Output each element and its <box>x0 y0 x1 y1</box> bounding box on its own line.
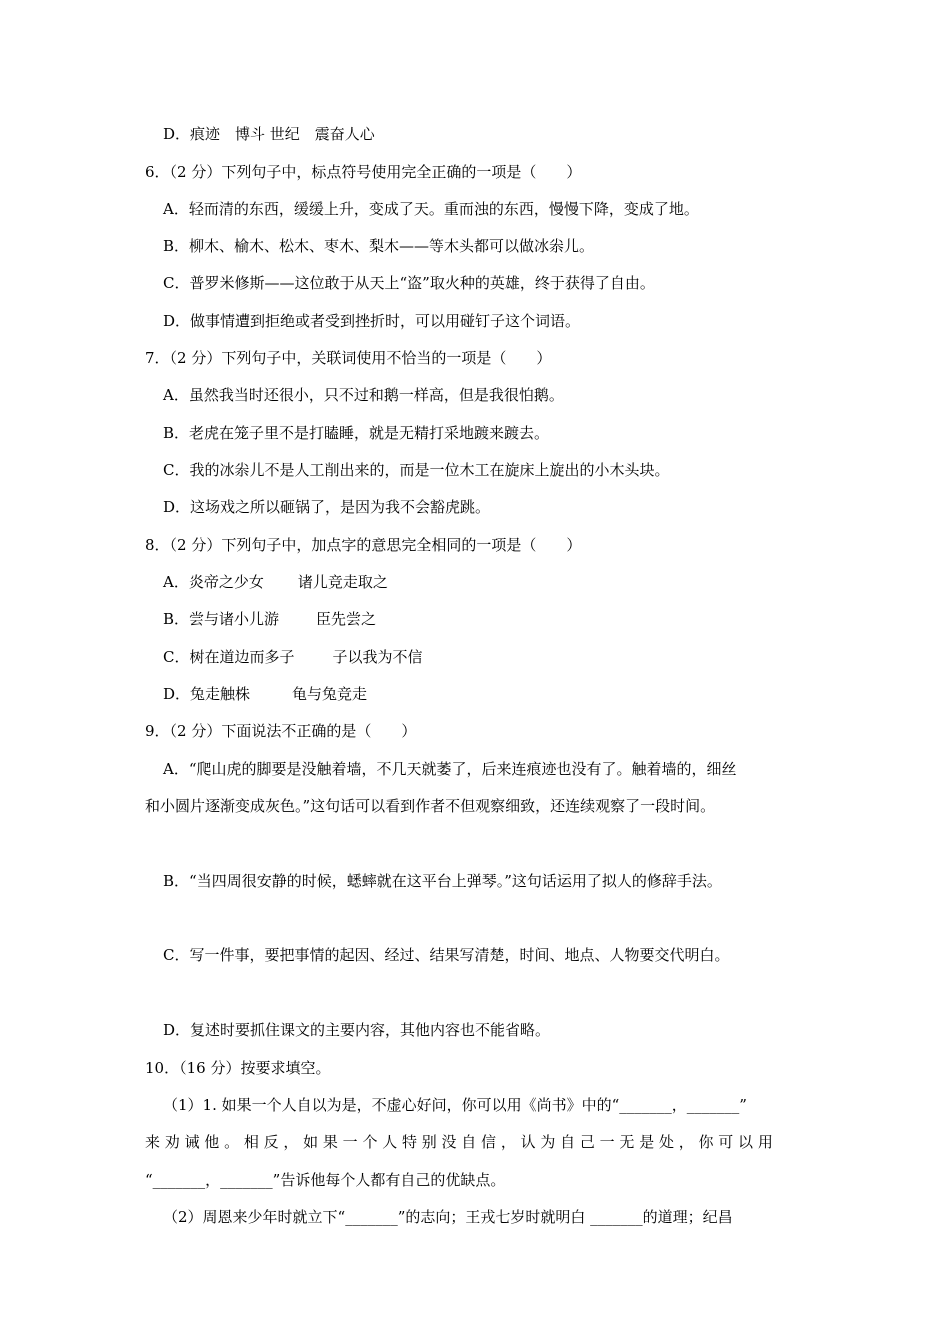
q9-option-c: C．写一件事，要把事情的起因、经过、结果写清楚，时间、地点、人物要交代明白。 <box>163 946 730 964</box>
q8-option-c-left: C．树在道边而多子 <box>163 648 295 666</box>
q6-option-a: A．轻而清的东西，缓缓上升，变成了天。重而浊的东西，慢慢下降，变成了地。 <box>163 200 699 218</box>
q8-option-a <box>163 572 388 592</box>
q8-option-d <box>163 684 367 704</box>
q8-stem: 8．（2 分）下列句子中，加点字的意思完全相同的一项是（ ） <box>145 536 582 554</box>
q8-option-b-right: 臣先尝之 <box>316 610 377 628</box>
q6-option-d: D．做事情遭到拒绝或者受到挫折时，可以用碰钉子这个词语。 <box>163 312 581 330</box>
q9-option-d: D．复述时要抓住课文的主要内容，其他内容也不能省略。 <box>163 1021 551 1039</box>
q6-option-c: C．普罗米修斯——这位敢于从天上“盗”取火种的英雄，终于获得了自由。 <box>163 274 655 292</box>
q7-stem: 7．（2 分）下列句子中，关联词使用不恰当的一项是（ ） <box>145 349 552 367</box>
q7-option-d: D．这场戏之所以砸锅了，是因为我不会豁虎跳。 <box>163 498 491 516</box>
q5-option-d: D．痕迹 博斗 世纪 震奋人心 <box>163 125 375 143</box>
q10-part1-line3: “_______，_______”告诉他每个人都有自己的优缺点。 <box>145 1171 506 1189</box>
q9-stem: 9．（2 分）下面说法不正确的是（ ） <box>145 722 417 740</box>
q10-part1-line2: 来 劝 诫 他 。 相 反 ， 如 果 一 个 人 特 别 没 自 信 ， 认 为 自 己 一 无 是 处 ， 你 可 以 用 <box>145 1133 773 1151</box>
q7-option-b: B．老虎在笼子里不是打瞌睡，就是无精打采地踱来踱去。 <box>163 424 550 442</box>
q7-option-c: C．我的冰尜儿不是人工削出来的，而是一位木工在旋床上旋出的小木头块。 <box>163 461 670 479</box>
q6-stem: 6．（2 分）下列句子中，标点符号使用完全正确的一项是（ ） <box>145 163 582 181</box>
q9-option-a-line2: 和小圆片逐渐变成灰色。”这句话可以看到作者不但观察细致，还连续观察了一段时间。 <box>145 797 716 815</box>
q10-part2-line1: （2）周恩来少年时就立下“_______”的志向；王戎七岁时就明白 _______的道理；纪昌 <box>163 1208 733 1226</box>
q8-option-d-right: 龟与兔竞走 <box>292 685 368 703</box>
q8-option-b-left: B．尝与诸小儿游 <box>163 610 280 628</box>
q9-option-a-line1: A．“爬山虎的脚要是没触着墙，不几天就萎了，后来连痕迹也没有了。触着墙的，细丝 <box>163 760 737 778</box>
q8-option-a-right: 诸儿竞走取之 <box>297 573 388 591</box>
q6-option-b: B．柳木、榆木、松木、枣木、梨木——等木头都可以做冰尜儿。 <box>163 237 595 255</box>
q8-option-d-left: D．兔走触株 <box>163 685 251 703</box>
q10-stem: 10．（16 分）按要求填空。 <box>145 1059 331 1077</box>
q7-option-a: A．虽然我当时还很小，只不过和鹅一样高，但是我很怕鹅。 <box>163 386 564 404</box>
q8-option-c <box>163 647 423 667</box>
q8-option-a-left: A．炎帝之少女 <box>163 573 264 591</box>
q9-option-b: B．“当四周很安静的时候，蟋蟀就在这平台上弹琴。”这句话运用了拟人的修辞手法。 <box>163 872 722 890</box>
q8-option-b <box>163 609 376 629</box>
q8-option-c-right: 子以我为不信 <box>332 648 423 666</box>
q10-part1-line1: （1）1. 如果一个人自以为是，不虚心好问，你可以用《尚书》中的“_______，_______” <box>163 1096 747 1114</box>
